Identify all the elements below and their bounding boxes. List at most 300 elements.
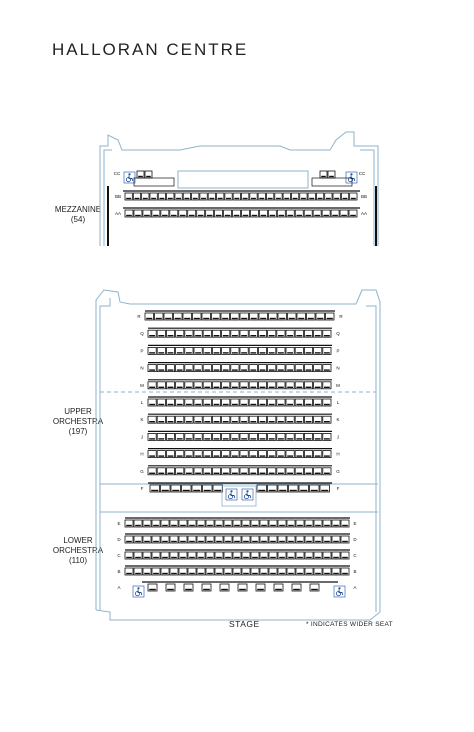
seat[interactable]	[292, 584, 301, 591]
seat[interactable]	[203, 330, 211, 337]
seat[interactable]	[176, 416, 184, 423]
seat[interactable]	[197, 568, 205, 575]
seat[interactable]	[143, 552, 151, 559]
seat[interactable]	[296, 520, 304, 527]
seat[interactable]	[143, 568, 151, 575]
seat[interactable]	[161, 485, 171, 492]
seat[interactable]	[332, 552, 340, 559]
seat[interactable]	[277, 365, 285, 372]
seat[interactable]	[268, 485, 278, 492]
seat[interactable]	[240, 330, 248, 337]
seat[interactable]	[203, 365, 211, 372]
seat[interactable]	[242, 520, 250, 527]
seat[interactable]	[231, 468, 239, 475]
seat[interactable]	[152, 536, 160, 543]
seat[interactable]	[176, 399, 184, 406]
seat[interactable]	[249, 416, 257, 423]
seat[interactable]	[167, 193, 174, 200]
seat[interactable]	[148, 399, 156, 406]
seat[interactable]	[286, 365, 294, 372]
seat[interactable]	[157, 451, 165, 458]
seat[interactable]	[323, 347, 331, 354]
seat[interactable]	[222, 451, 230, 458]
seat[interactable]	[260, 568, 268, 575]
seat[interactable]	[240, 433, 248, 440]
seat[interactable]	[157, 347, 165, 354]
seat[interactable]	[222, 468, 230, 475]
seat[interactable]	[240, 416, 248, 423]
seat[interactable]	[166, 468, 174, 475]
seat[interactable]	[233, 193, 240, 200]
seat[interactable]	[215, 520, 223, 527]
seat[interactable]	[289, 485, 299, 492]
seat[interactable]	[174, 313, 183, 320]
seat[interactable]	[222, 416, 230, 423]
seat[interactable]	[314, 520, 322, 527]
seat[interactable]	[185, 382, 193, 389]
seat[interactable]	[314, 468, 322, 475]
seat[interactable]	[249, 468, 257, 475]
seat[interactable]	[258, 433, 266, 440]
seat[interactable]	[295, 347, 303, 354]
seat[interactable]	[143, 520, 151, 527]
seat[interactable]	[295, 399, 303, 406]
seat[interactable]	[297, 313, 306, 320]
seat[interactable]	[134, 520, 142, 527]
seat[interactable]	[231, 347, 239, 354]
seat[interactable]	[134, 552, 142, 559]
seat[interactable]	[328, 171, 335, 178]
seat[interactable]	[277, 451, 285, 458]
seat[interactable]	[212, 451, 220, 458]
seat[interactable]	[225, 193, 232, 200]
seat[interactable]	[314, 382, 322, 389]
seat[interactable]	[212, 313, 221, 320]
seat[interactable]	[251, 520, 259, 527]
seat[interactable]	[323, 520, 331, 527]
seat[interactable]	[323, 451, 331, 458]
seat[interactable]	[233, 210, 241, 217]
seat[interactable]	[286, 433, 294, 440]
seat[interactable]	[286, 399, 294, 406]
seat[interactable]	[176, 433, 184, 440]
seat[interactable]	[251, 552, 259, 559]
seat[interactable]	[194, 382, 202, 389]
seat[interactable]	[320, 171, 327, 178]
seat[interactable]	[314, 347, 322, 354]
seat[interactable]	[203, 382, 211, 389]
seat[interactable]	[299, 485, 309, 492]
seat[interactable]	[185, 468, 193, 475]
seat[interactable]	[277, 210, 285, 217]
seat[interactable]	[277, 468, 285, 475]
seat[interactable]	[231, 433, 239, 440]
seat[interactable]	[240, 313, 249, 320]
seat[interactable]	[148, 365, 156, 372]
seat[interactable]	[231, 399, 239, 406]
seat[interactable]	[278, 520, 286, 527]
seat[interactable]	[278, 485, 288, 492]
seat[interactable]	[240, 399, 248, 406]
seat[interactable]	[322, 210, 330, 217]
seat[interactable]	[222, 347, 230, 354]
seat[interactable]	[258, 365, 266, 372]
seat[interactable]	[286, 347, 294, 354]
seat[interactable]	[188, 568, 196, 575]
seat[interactable]	[296, 536, 304, 543]
seat[interactable]	[203, 416, 211, 423]
seat[interactable]	[249, 433, 257, 440]
seat[interactable]	[258, 382, 266, 389]
seat[interactable]	[212, 433, 220, 440]
seat[interactable]	[257, 485, 267, 492]
seat[interactable]	[212, 416, 220, 423]
seat[interactable]	[277, 399, 285, 406]
seat[interactable]	[166, 382, 174, 389]
seat[interactable]	[188, 536, 196, 543]
seat[interactable]	[286, 468, 294, 475]
seat[interactable]	[287, 552, 295, 559]
seat[interactable]	[215, 536, 223, 543]
seat[interactable]	[258, 451, 266, 458]
seat[interactable]	[304, 433, 312, 440]
seat[interactable]	[323, 552, 331, 559]
seat[interactable]	[295, 451, 303, 458]
seat[interactable]	[269, 568, 277, 575]
seat[interactable]	[314, 399, 322, 406]
seat[interactable]	[269, 552, 277, 559]
seat[interactable]	[286, 451, 294, 458]
seat[interactable]	[166, 451, 174, 458]
seat[interactable]	[305, 568, 313, 575]
seat[interactable]	[188, 520, 196, 527]
seat[interactable]	[212, 330, 220, 337]
seat[interactable]	[242, 536, 250, 543]
seat[interactable]	[332, 536, 340, 543]
seat[interactable]	[277, 433, 285, 440]
seat[interactable]	[213, 485, 223, 492]
seat[interactable]	[134, 210, 142, 217]
seat[interactable]	[233, 536, 241, 543]
seat[interactable]	[268, 382, 276, 389]
seat[interactable]	[182, 485, 192, 492]
seat[interactable]	[295, 365, 303, 372]
seat[interactable]	[220, 584, 229, 591]
seat[interactable]	[203, 347, 211, 354]
seat[interactable]	[222, 399, 230, 406]
seat[interactable]	[125, 520, 133, 527]
seat[interactable]	[283, 193, 290, 200]
seat[interactable]	[217, 193, 224, 200]
seat[interactable]	[194, 365, 202, 372]
seat[interactable]	[307, 313, 316, 320]
seat[interactable]	[287, 520, 295, 527]
seat[interactable]	[143, 536, 151, 543]
seat[interactable]	[295, 382, 303, 389]
seat[interactable]	[326, 313, 335, 320]
seat[interactable]	[304, 365, 312, 372]
seat[interactable]	[323, 568, 331, 575]
seat[interactable]	[166, 584, 175, 591]
seat[interactable]	[233, 568, 241, 575]
seat[interactable]	[185, 330, 193, 337]
seat[interactable]	[194, 416, 202, 423]
seat[interactable]	[157, 416, 165, 423]
seat[interactable]	[212, 382, 220, 389]
seat[interactable]	[148, 468, 156, 475]
seat[interactable]	[277, 330, 285, 337]
seat[interactable]	[295, 330, 303, 337]
seat[interactable]	[304, 451, 312, 458]
seat[interactable]	[170, 520, 178, 527]
seat[interactable]	[142, 193, 149, 200]
seat[interactable]	[212, 347, 220, 354]
seat[interactable]	[185, 451, 193, 458]
seat[interactable]	[310, 584, 319, 591]
seat[interactable]	[251, 536, 259, 543]
seat[interactable]	[258, 399, 266, 406]
seat[interactable]	[269, 520, 277, 527]
seat[interactable]	[212, 468, 220, 475]
seat[interactable]	[179, 552, 187, 559]
seat[interactable]	[125, 568, 133, 575]
seat[interactable]	[314, 416, 322, 423]
seat[interactable]	[249, 347, 257, 354]
seat[interactable]	[259, 313, 268, 320]
seat[interactable]	[170, 536, 178, 543]
seat[interactable]	[215, 568, 223, 575]
seat[interactable]	[171, 485, 181, 492]
seat[interactable]	[184, 584, 193, 591]
seat[interactable]	[183, 313, 192, 320]
seat[interactable]	[287, 568, 295, 575]
seat[interactable]	[314, 433, 322, 440]
seat[interactable]	[268, 347, 276, 354]
seat[interactable]	[133, 193, 140, 200]
seat[interactable]	[304, 416, 312, 423]
seat[interactable]	[275, 193, 282, 200]
seat[interactable]	[291, 193, 298, 200]
seat[interactable]	[183, 193, 190, 200]
seat[interactable]	[157, 382, 165, 389]
seat[interactable]	[157, 433, 165, 440]
seat[interactable]	[203, 399, 211, 406]
seat[interactable]	[316, 193, 323, 200]
seat[interactable]	[194, 451, 202, 458]
seat[interactable]	[278, 313, 287, 320]
seat[interactable]	[166, 347, 174, 354]
seat[interactable]	[277, 347, 285, 354]
seat[interactable]	[148, 347, 156, 354]
seat[interactable]	[134, 568, 142, 575]
seat[interactable]	[215, 552, 223, 559]
seat[interactable]	[286, 416, 294, 423]
seat[interactable]	[277, 382, 285, 389]
seat[interactable]	[161, 210, 169, 217]
seat[interactable]	[125, 552, 133, 559]
seat[interactable]	[197, 536, 205, 543]
seat[interactable]	[185, 433, 193, 440]
seat[interactable]	[240, 347, 248, 354]
seat[interactable]	[268, 210, 276, 217]
seat[interactable]	[224, 520, 232, 527]
seat[interactable]	[203, 451, 211, 458]
seat[interactable]	[277, 416, 285, 423]
seat[interactable]	[221, 313, 230, 320]
seat[interactable]	[258, 416, 266, 423]
seat[interactable]	[323, 365, 331, 372]
seat[interactable]	[170, 568, 178, 575]
seat[interactable]	[193, 313, 202, 320]
seat[interactable]	[175, 193, 182, 200]
seat[interactable]	[161, 520, 169, 527]
seat[interactable]	[249, 382, 257, 389]
seat[interactable]	[197, 520, 205, 527]
seat[interactable]	[176, 347, 184, 354]
seat[interactable]	[238, 584, 247, 591]
seat[interactable]	[194, 468, 202, 475]
seat[interactable]	[206, 520, 214, 527]
seat[interactable]	[164, 313, 173, 320]
seat[interactable]	[206, 536, 214, 543]
seat[interactable]	[179, 210, 187, 217]
seat[interactable]	[152, 210, 160, 217]
seat[interactable]	[242, 552, 250, 559]
seat[interactable]	[192, 485, 202, 492]
seat[interactable]	[145, 313, 154, 320]
seat[interactable]	[266, 193, 273, 200]
seat[interactable]	[194, 330, 202, 337]
seat[interactable]	[231, 365, 239, 372]
seat[interactable]	[268, 451, 276, 458]
seat[interactable]	[125, 193, 132, 200]
seat[interactable]	[200, 193, 207, 200]
seat[interactable]	[233, 520, 241, 527]
seat[interactable]	[208, 193, 215, 200]
seat[interactable]	[224, 536, 232, 543]
seat[interactable]	[296, 552, 304, 559]
seat[interactable]	[323, 536, 331, 543]
seat[interactable]	[269, 313, 278, 320]
seat[interactable]	[323, 468, 331, 475]
seat[interactable]	[350, 193, 357, 200]
seat[interactable]	[240, 451, 248, 458]
seat[interactable]	[314, 330, 322, 337]
seat[interactable]	[222, 330, 230, 337]
seat[interactable]	[295, 416, 303, 423]
seat[interactable]	[202, 584, 211, 591]
seat[interactable]	[125, 210, 133, 217]
seat[interactable]	[288, 313, 297, 320]
seat[interactable]	[203, 468, 211, 475]
seat[interactable]	[148, 330, 156, 337]
seat[interactable]	[148, 382, 156, 389]
seat[interactable]	[250, 193, 257, 200]
seat[interactable]	[260, 536, 268, 543]
seat[interactable]	[222, 382, 230, 389]
seat[interactable]	[185, 416, 193, 423]
seat[interactable]	[203, 485, 213, 492]
seat[interactable]	[304, 210, 312, 217]
seat[interactable]	[304, 382, 312, 389]
seat[interactable]	[157, 468, 165, 475]
seat[interactable]	[148, 433, 156, 440]
seat[interactable]	[224, 568, 232, 575]
seat[interactable]	[286, 382, 294, 389]
seat[interactable]	[158, 193, 165, 200]
seat[interactable]	[143, 210, 151, 217]
seat[interactable]	[125, 536, 133, 543]
seat[interactable]	[224, 210, 232, 217]
seat[interactable]	[314, 552, 322, 559]
seat[interactable]	[341, 552, 349, 559]
seat[interactable]	[170, 552, 178, 559]
seat[interactable]	[278, 552, 286, 559]
seat[interactable]	[314, 365, 322, 372]
seat[interactable]	[176, 451, 184, 458]
seat[interactable]	[340, 210, 348, 217]
seat[interactable]	[250, 210, 258, 217]
seat[interactable]	[323, 330, 331, 337]
seat[interactable]	[295, 210, 303, 217]
seat[interactable]	[258, 330, 266, 337]
seat[interactable]	[250, 313, 259, 320]
seat[interactable]	[206, 552, 214, 559]
seat[interactable]	[212, 365, 220, 372]
seat[interactable]	[259, 210, 267, 217]
seat[interactable]	[300, 193, 307, 200]
seat[interactable]	[148, 451, 156, 458]
seat[interactable]	[166, 330, 174, 337]
seat[interactable]	[166, 399, 174, 406]
seat[interactable]	[256, 584, 265, 591]
seat[interactable]	[249, 365, 257, 372]
seat[interactable]	[166, 433, 174, 440]
seat[interactable]	[148, 416, 156, 423]
seat[interactable]	[274, 584, 283, 591]
seat[interactable]	[206, 568, 214, 575]
seat[interactable]	[268, 433, 276, 440]
seat[interactable]	[179, 520, 187, 527]
seat[interactable]	[323, 416, 331, 423]
seat[interactable]	[341, 536, 349, 543]
seat[interactable]	[176, 468, 184, 475]
seat[interactable]	[185, 365, 193, 372]
seat[interactable]	[268, 365, 276, 372]
seat[interactable]	[249, 451, 257, 458]
seat[interactable]	[258, 468, 266, 475]
seat[interactable]	[179, 568, 187, 575]
seat[interactable]	[304, 347, 312, 354]
seat[interactable]	[349, 210, 357, 217]
seat[interactable]	[287, 536, 295, 543]
seat[interactable]	[150, 485, 160, 492]
seat[interactable]	[332, 568, 340, 575]
seat[interactable]	[341, 520, 349, 527]
seat[interactable]	[203, 433, 211, 440]
seat[interactable]	[233, 552, 241, 559]
seat[interactable]	[242, 210, 250, 217]
seat[interactable]	[197, 552, 205, 559]
seat[interactable]	[152, 552, 160, 559]
seat[interactable]	[325, 193, 332, 200]
seat[interactable]	[316, 313, 325, 320]
seat[interactable]	[157, 365, 165, 372]
seat[interactable]	[240, 382, 248, 389]
seat[interactable]	[166, 416, 174, 423]
seat[interactable]	[166, 365, 174, 372]
seat[interactable]	[295, 433, 303, 440]
